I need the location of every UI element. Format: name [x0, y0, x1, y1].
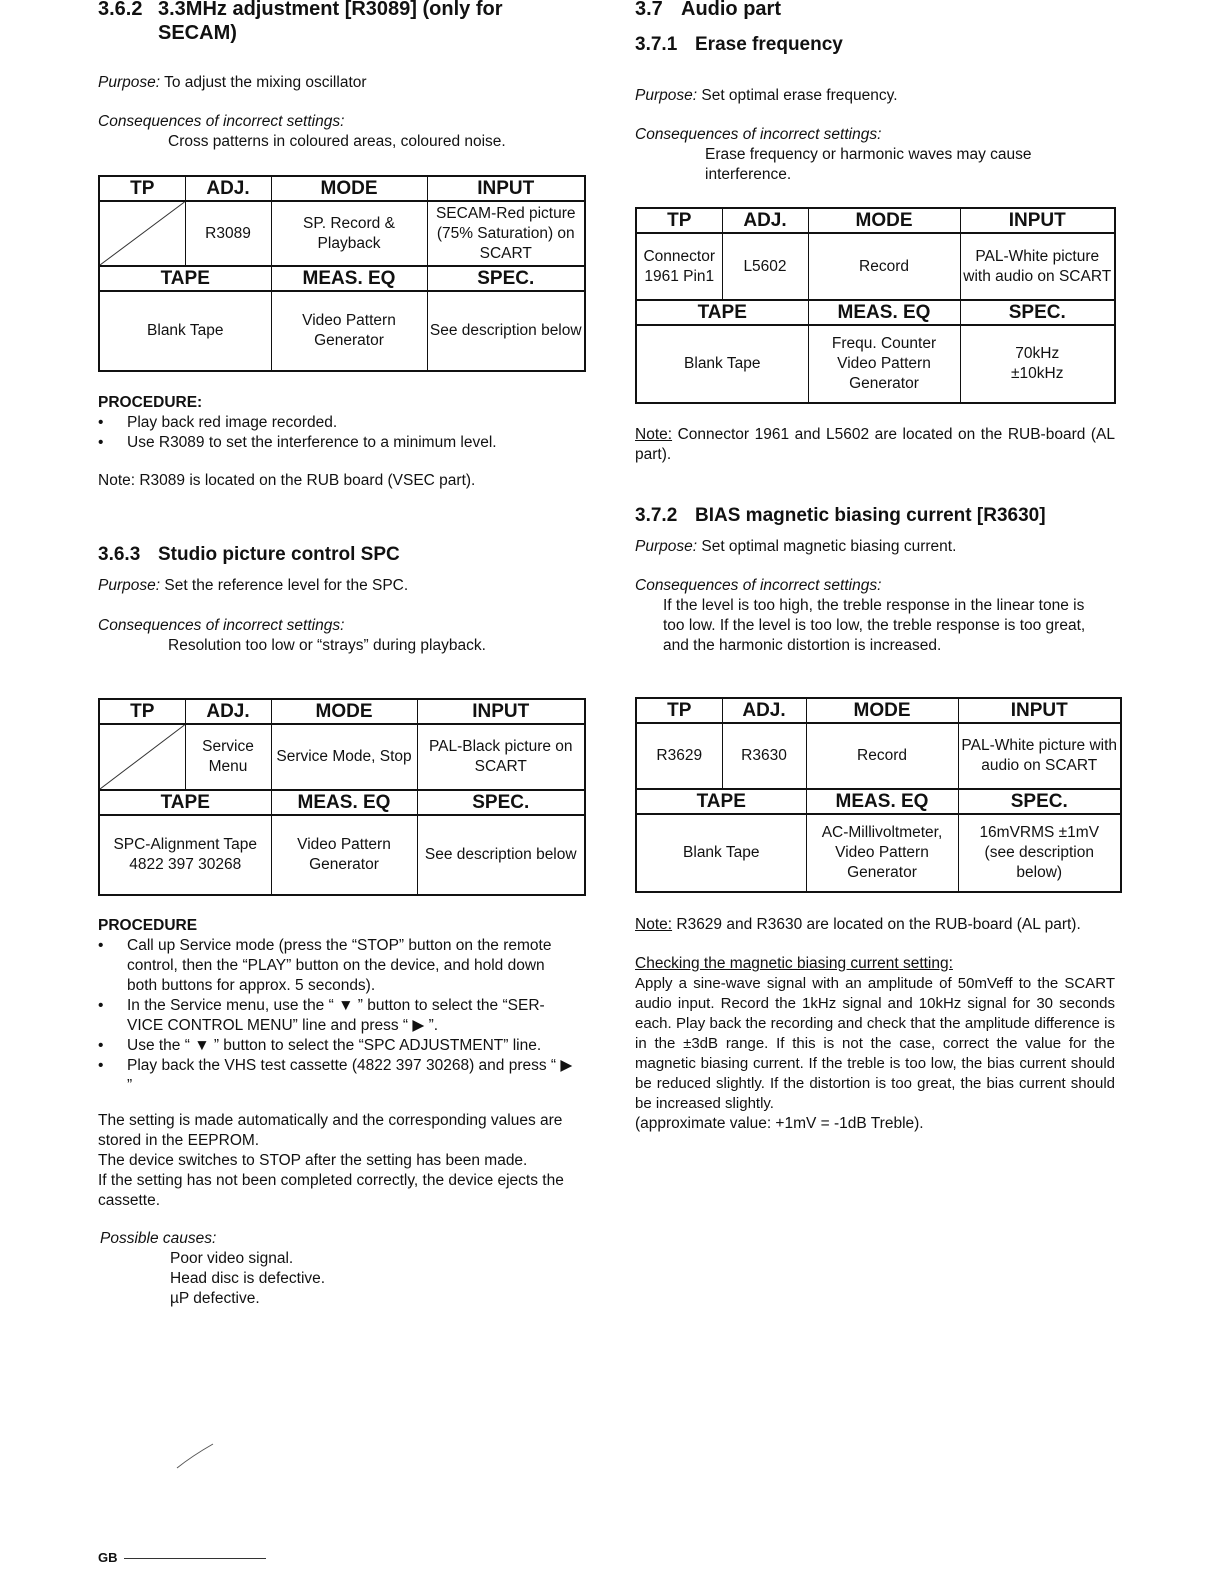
paragraph: If the setting has not been completed correctly, the device ejects the cassette.: [98, 1172, 564, 1209]
procedure-label: PROCEDURE: [98, 917, 198, 934]
header-tape: TAPE: [99, 266, 271, 291]
adj-value: Service Menu: [185, 724, 271, 790]
checking-text: Apply a sine-wave signal with an amplitude of 50mVeff to the SCART audio input. Record the 1kHz signal and 10kHz signal for 30 seconds each. Play back the recording and check that the amplitude difference is in the ±3dB range. If this is not the case, correct the value for the magnetic biasing current. If the treble is too low, the bias current should be reduced slightly. If the distortion is too great, the bias current should be increased slightly.: [635, 975, 1115, 1112]
section-3-7-heading: [635, 0, 781, 21]
header-tp: TP: [636, 698, 722, 723]
consequences-label: Consequences of incorrect settings:: [98, 617, 345, 634]
s363-purpose: [98, 576, 586, 596]
tape-value: SPC-Alignment Tape 4822 397 30268: [99, 815, 271, 895]
s363-procedure: [98, 916, 578, 1096]
section-3-7-2-heading: [635, 504, 1046, 528]
section-number: 3.6.3: [98, 544, 141, 565]
s363-result-text: [98, 1111, 580, 1211]
consequences-text: Erase frequency or harmonic waves may cause interference.: [705, 146, 1032, 183]
spec-value: See description below: [417, 815, 585, 895]
note-label: Note:: [635, 916, 673, 933]
header-adj: ADJ.: [185, 699, 271, 724]
header-meas-eq: MEAS. EQ: [271, 790, 417, 815]
section-title-cont: SECAM): [158, 22, 237, 44]
header-input: INPUT: [417, 699, 585, 724]
purpose-label: Purpose:: [635, 87, 698, 104]
s363-possible-causes: [100, 1229, 580, 1309]
diagonal-slash-icon: [100, 202, 185, 265]
consequences-label: Consequences of incorrect settings:: [635, 126, 882, 143]
adj-value: R3089: [185, 201, 271, 266]
procedure-label: PROCEDURE:: [98, 394, 203, 411]
procedure-step: • Play back the VHS test cassette (4822 397 30268) and press “ ▶ ”: [98, 1056, 578, 1096]
note-text: R3629 and R3630 are located on the RUB-board (AL part).: [676, 916, 1081, 933]
header-tape: TAPE: [636, 789, 806, 814]
s362-spec-table: [98, 175, 586, 372]
header-spec: SPEC.: [960, 300, 1115, 325]
s371-note: [635, 425, 1115, 465]
purpose-text: Set the reference level for the SPC.: [164, 577, 409, 594]
note-text: Connector 1961 and L5602 are located on the RUB-board (AL part).: [635, 426, 1115, 463]
s371-spec-table: [635, 207, 1116, 404]
tape-value: Blank Tape: [636, 325, 808, 403]
header-adj: ADJ.: [722, 698, 806, 723]
header-meas-eq: MEAS. EQ: [806, 789, 958, 814]
consequences-label: Consequences of incorrect settings:: [98, 113, 345, 130]
mode-value: Service Mode, Stop: [271, 724, 417, 790]
procedure-step: • In the Service menu, use the “ ▼ ” button to select the “SER-VICE CONTROL MENU” line and press “ ▶ ”.: [98, 996, 578, 1036]
s363-spec-table: [98, 698, 586, 896]
header-mode: MODE: [271, 176, 427, 201]
tape-value: Blank Tape: [99, 291, 271, 371]
cause-item: Head disc is defective.: [170, 1270, 326, 1287]
spec-value: See description below: [427, 291, 585, 371]
header-mode: MODE: [806, 698, 958, 723]
header-mode: MODE: [271, 699, 417, 724]
meas-eq-value: Frequ. Counter Video Pattern Generator: [808, 325, 960, 403]
header-spec: SPEC.: [427, 266, 585, 291]
section-title: BIAS magnetic biasing current [R3630]: [695, 505, 1046, 526]
procedure-step: • Play back red image recorded.: [98, 413, 586, 433]
adj-value: L5602: [722, 233, 808, 300]
note-label: Note:: [635, 426, 673, 443]
s372-spec-table: [635, 697, 1122, 893]
header-tp: TP: [99, 176, 185, 201]
consequences-text: Resolution too low or “strays” during playback.: [168, 637, 486, 654]
header-spec: SPEC.: [417, 790, 585, 815]
adj-value: R3630: [722, 723, 806, 789]
cause-item: Poor video signal.: [170, 1250, 294, 1267]
input-value: PAL-Black picture on SCART: [417, 724, 585, 790]
meas-eq-value: AC-Millivoltmeter, Video Pattern Generator: [806, 814, 958, 892]
procedure-step: • Call up Service mode (press the “STOP” button on the remote control, then the “PLAY” button on the device, and hold down both buttons for approx. 5 seconds).: [98, 936, 578, 996]
input-value: PAL-White picture with audio on SCART: [960, 233, 1115, 300]
meas-eq-value: Video Pattern Generator: [271, 291, 427, 371]
s372-note: [635, 915, 1120, 935]
purpose-label: Purpose:: [98, 577, 161, 594]
header-input: INPUT: [427, 176, 585, 201]
checking-label: Checking the magnetic biasing current setting:: [635, 955, 953, 972]
s362-consequences: [98, 112, 586, 152]
s362-note: [98, 471, 586, 491]
header-tp: TP: [636, 208, 722, 233]
section-3-6-2-heading-cont: [158, 21, 237, 45]
header-tape: TAPE: [636, 300, 808, 325]
consequences-label: Consequences of incorrect settings:: [635, 577, 882, 594]
s371-purpose: [635, 86, 1120, 106]
header-tp: TP: [99, 699, 185, 724]
section-number: 3.7: [635, 0, 663, 20]
purpose-label: Purpose:: [98, 74, 161, 91]
tp-value: R3629: [636, 723, 722, 789]
section-3-6-3-heading: [98, 543, 400, 567]
section-title: 3.3MHz adjustment [R3089] (only for: [158, 0, 503, 20]
header-mode: MODE: [808, 208, 960, 233]
header-input: INPUT: [960, 208, 1115, 233]
spec-value: 70kHz ±10kHz: [960, 325, 1115, 403]
header-adj: ADJ.: [185, 176, 271, 201]
header-spec: SPEC.: [958, 789, 1121, 814]
section-number: 3.6.2: [98, 0, 143, 20]
header-input: INPUT: [958, 698, 1121, 723]
tape-value: Blank Tape: [636, 814, 806, 892]
header-meas-eq: MEAS. EQ: [808, 300, 960, 325]
tp-cell-empty: [99, 724, 185, 790]
paragraph: The device switches to STOP after the setting has been made.: [98, 1152, 528, 1169]
procedure-step: • Use the “ ▼ ” button to select the “SPC ADJUSTMENT” line.: [98, 1036, 578, 1056]
input-value: SECAM-Red picture (75% Saturation) on SCART: [427, 201, 585, 266]
checking-approx: (approximate value: +1mV = -1dB Treble).: [635, 1115, 924, 1132]
header-tape: TAPE: [99, 790, 271, 815]
procedure-step: • Use R3089 to set the interference to a minimum level.: [98, 433, 586, 453]
purpose-text: To adjust the mixing oscillator: [164, 74, 367, 91]
purpose-text: Set optimal magnetic biasing current.: [701, 538, 957, 555]
s372-checking: [635, 954, 1115, 1134]
input-value: PAL-White picture with audio on SCART: [958, 723, 1121, 789]
s362-purpose: [98, 73, 586, 93]
meas-eq-value: Video Pattern Generator: [271, 815, 417, 895]
section-3-7-1-heading: [635, 33, 843, 57]
tp-cell-empty: [99, 201, 185, 266]
cause-item: µP defective.: [170, 1290, 260, 1307]
purpose-label: Purpose:: [635, 538, 698, 555]
purpose-text: Set optimal erase frequency.: [701, 87, 898, 104]
spec-value: 16mVRMS ±1mV (see description below): [958, 814, 1121, 892]
section-title: Erase frequency: [695, 34, 843, 55]
section-number: 3.7.1: [635, 34, 678, 55]
s372-consequences: [635, 576, 1120, 656]
consequences-text: If the level is too high, the treble response in the linear tone is too low. If the level is too low, the treble response is too great, and the harmonic distortion is increased.: [663, 597, 1086, 654]
tp-value: Connector 1961 Pin1: [636, 233, 722, 300]
s371-consequences: [635, 125, 1120, 185]
s363-consequences: [98, 616, 586, 656]
note-text: Note: R3089 is located on the RUB board (VSEC part).: [98, 472, 476, 489]
scan-mark-decoration: [175, 1442, 215, 1470]
header-adj: ADJ.: [722, 208, 808, 233]
section-number: 3.7.2: [635, 505, 678, 526]
s362-procedure: [98, 393, 586, 453]
footer-language-code: GB: [98, 1550, 118, 1565]
consequences-text: Cross patterns in coloured areas, coloured noise.: [168, 133, 506, 150]
footer-rule: [124, 1558, 266, 1559]
causes-label: Possible causes:: [100, 1230, 217, 1247]
section-title: Studio picture control SPC: [158, 544, 400, 565]
mode-value: Record: [806, 723, 958, 789]
header-meas-eq: MEAS. EQ: [271, 266, 427, 291]
diagonal-slash-icon: [100, 725, 185, 789]
section-3-6-2-heading: [98, 0, 503, 21]
s372-purpose: [635, 537, 1120, 557]
mode-value: SP. Record & Playback: [271, 201, 427, 266]
mode-value: Record: [808, 233, 960, 300]
section-title: Audio part: [681, 0, 781, 20]
paragraph: The setting is made automatically and the corresponding values are stored in the EEPROM.: [98, 1112, 563, 1149]
